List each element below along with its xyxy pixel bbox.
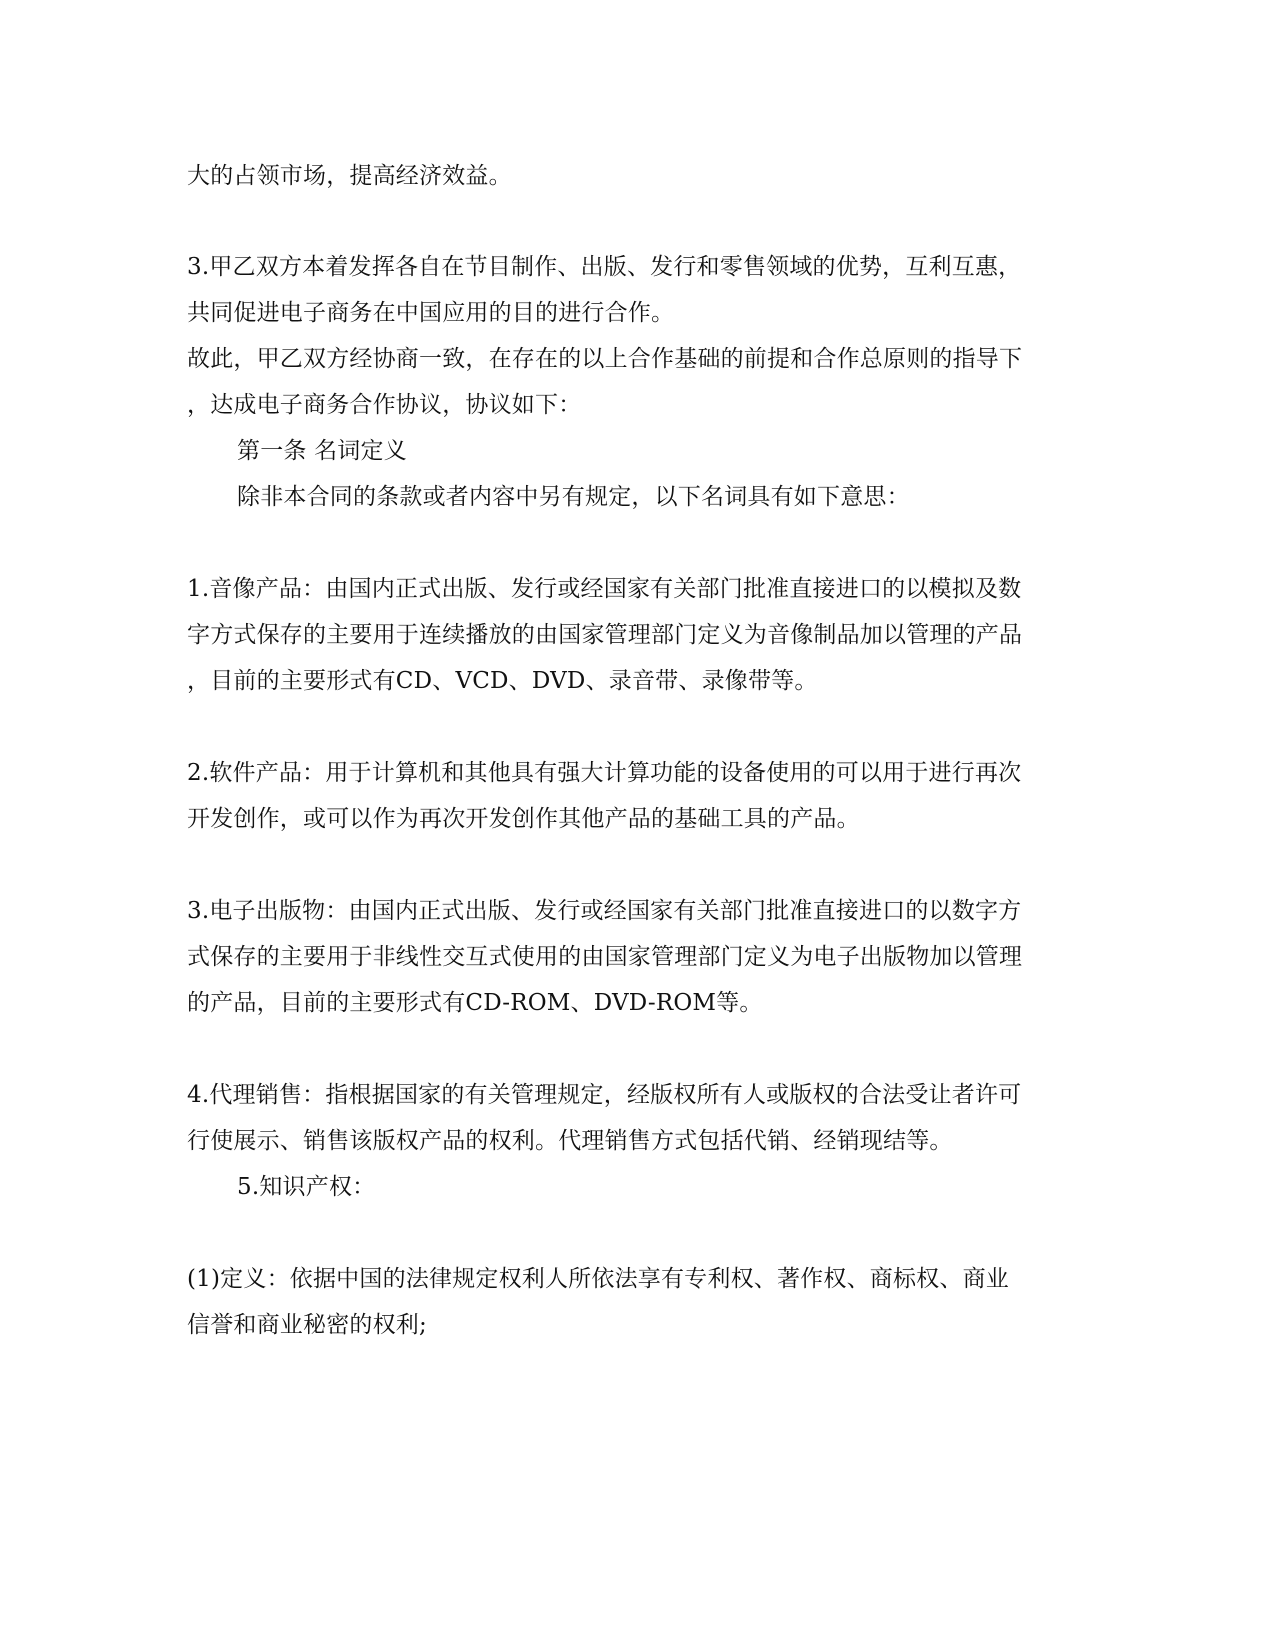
text-line: 1.音像产品：由国内正式出版、发行或经国家有关部门批准直接进口的以模拟及数 bbox=[187, 576, 1022, 602]
text-line: 行使展示、销售该版权产品的权利。代理销售方式包括代销、经销现结等。 bbox=[187, 1128, 953, 1154]
text-line: 3.电子出版物：由国内正式出版、发行或经国家有关部门批准直接进口的以数字方 bbox=[187, 898, 1022, 924]
text-line: 开发创作，或可以作为再次开发创作其他产品的基础工具的产品。 bbox=[187, 806, 860, 832]
text-line: 3.甲乙双方本着发挥各自在节目制作、出版、发行和零售领域的优势，互利互惠， bbox=[187, 254, 1022, 280]
text-line: 5.知识产权： bbox=[237, 1174, 376, 1200]
text-line: 字方式保存的主要用于连续播放的由国家管理部门定义为音像制品加以管理的产品 bbox=[187, 622, 1023, 648]
text-line: 2.软件产品：用于计算机和其他具有强大计算功能的设备使用的可以用于进行再次 bbox=[187, 760, 1022, 786]
text-line: (1)定义：依据中国的法律规定权利人所依法享有专利权、著作权、商标权、商业 bbox=[187, 1266, 1009, 1292]
text-line: 式保存的主要用于非线性交互式使用的由国家管理部门定义为电子出版物加以管理 bbox=[187, 944, 1023, 970]
text-line: 共同促进电子商务在中国应用的目的进行合作。 bbox=[187, 300, 675, 326]
text-line: 除非本合同的条款或者内容中另有规定，以下名词具有如下意思： bbox=[237, 484, 910, 510]
text-line: 大的占领市场，提高经济效益。 bbox=[187, 163, 512, 189]
text-line: 故此，甲乙双方经协商一致，在存在的以上合作基础的前提和合作总原则的指导下 bbox=[187, 346, 1023, 372]
text-line: ，达成电子商务合作协议，协议如下： bbox=[187, 392, 582, 418]
section-heading: 第一条 名词定义 bbox=[237, 438, 407, 464]
text-line: 信誉和商业秘密的权利; bbox=[187, 1312, 427, 1338]
text-line: 的产品，目前的主要形式有CD-ROM、DVD-ROM等。 bbox=[187, 990, 763, 1016]
text-line: ，目前的主要形式有CD、VCD、DVD、录音带、录像带等。 bbox=[187, 668, 818, 694]
text-line: 4.代理销售：指根据国家的有关管理规定，经版权所有人或版权的合法受让者许可 bbox=[187, 1082, 1022, 1108]
